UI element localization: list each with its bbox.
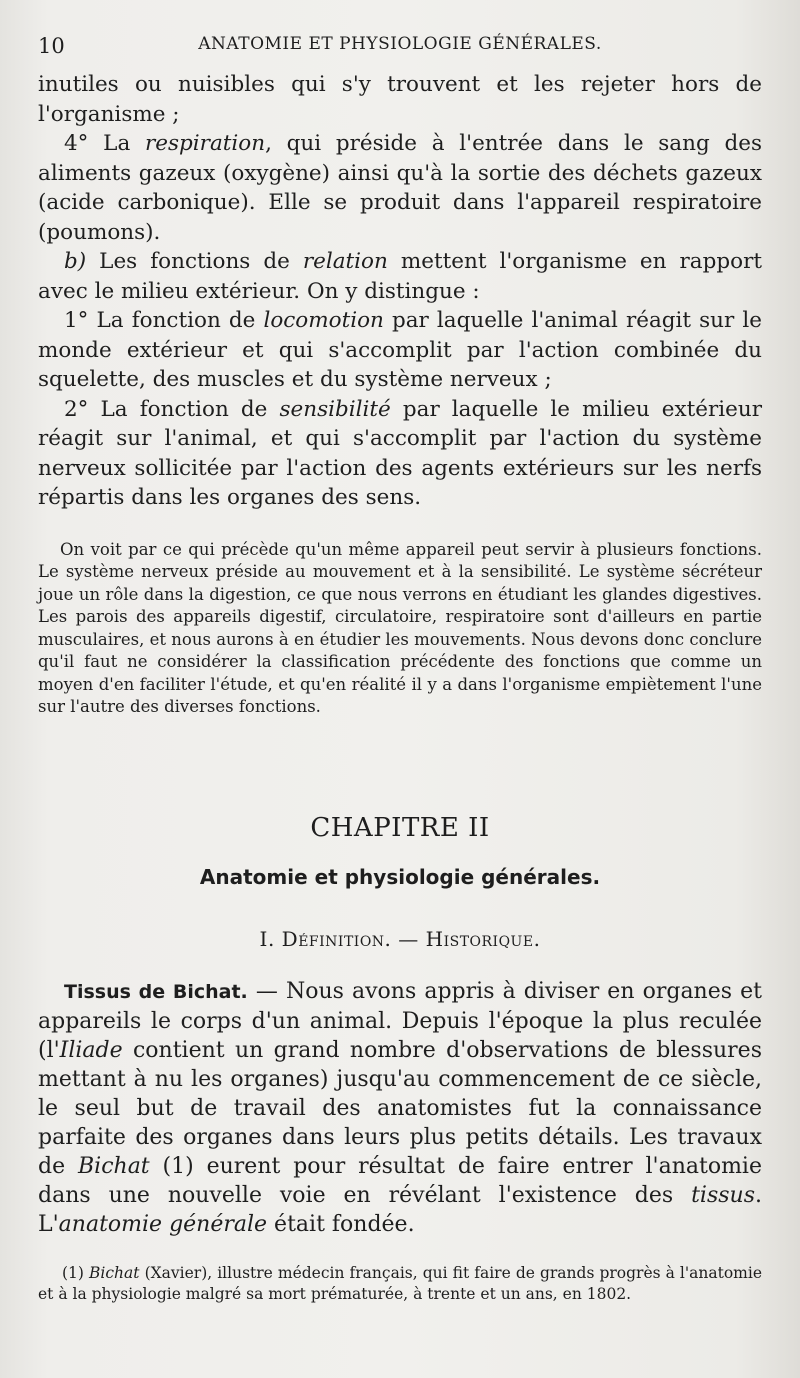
paragraph-text: Les fonctions de [86, 249, 303, 274]
paragraph-text: La [88, 131, 145, 156]
paragraph-locomotion [38, 306, 762, 395]
paragraph-text: mettent l'organisme en rapport avec le milieu extérieur. On y distingue : [38, 249, 762, 304]
paragraph-text: par laquelle l'animal réagit sur le monde extérieur et qui s'accomplit par l'action combinée du squelette, des muscles et du système nerveux ; [38, 308, 762, 392]
paragraph-text: . L' [38, 1182, 762, 1237]
paragraph-text: était fondée. [267, 1211, 415, 1237]
section-heading [38, 927, 762, 951]
italic-term: relation [302, 249, 388, 274]
paragraph-text: — Nous avons appris à diviser en organes et appareils le corps d'un animal. Depuis l'époque la plus reculée (l' [38, 978, 762, 1063]
paragraph-text: La fonction de [88, 308, 264, 333]
italic-term: respiration [145, 131, 266, 156]
chapter-title: CHAPITRE II [310, 812, 490, 843]
italic-term: tissus [691, 1182, 755, 1208]
list-number: 2° [64, 396, 89, 422]
footnote [38, 1263, 762, 1305]
italic-term: Bichat [89, 1263, 140, 1282]
list-number: 1° [64, 308, 89, 333]
italic-term: Iliade [59, 1037, 123, 1063]
list-label: b) [64, 249, 87, 274]
paragraph-respiration [38, 129, 762, 247]
paragraph-text: contient un grand nombre d'observations de blessures mettant à nu les organes) jusqu'au commencement de ce siècle, le seul but de travail des anatomistes fut la connaissance parfaite des organes dans leurs plus petits détails. Les travaux de [38, 1037, 762, 1179]
paragraph-text: La fonction de [88, 396, 280, 422]
italic-term: sensibilité [279, 396, 391, 422]
page-body [38, 70, 762, 1305]
paragraph-sensibilite [38, 395, 762, 513]
page-number: 10 [38, 34, 65, 58]
running-title: ANATOMIE ET PHYSIOLOGIE GÉNÉRALES. [198, 34, 602, 54]
section-number: I. [259, 926, 275, 951]
page-header [38, 34, 762, 64]
list-number: 4° [64, 131, 89, 156]
section-word-definition: Définition. [281, 926, 392, 951]
paragraph-small-print: On voit par ce qui précède qu'un même appareil peut servir à plusieurs fonctions. Le système nerveux préside au mouvement et à la sensibilité. Le système sécréteur joue un rôle dans la digestion, ce que nous verrons en étudiant les glandes digestives. Les parois des appareils digestif, circulatoire, respiratoire sont d'ailleurs en partie musculaires, et nous aurons à en étudier les mouvements. Nous devons donc conclure qu'il faut ne considérer la classification précédente des fonctions que comme un moyen d'en faciliter l'étude, et qu'en réalité il y a dans l'organisme empiètement l'une sur l'autre des diverses fonctions. [38, 539, 762, 716]
footnote-text: (Xavier), illustre médecin français, qui fit faire de grands progrès à l'anatomie et à la physiologie malgré sa mort prématurée, à trente et un ans, en 1802. [38, 1263, 762, 1303]
paragraph-text: (1) eurent pour résultat de faire entrer l'anatomie dans une nouvelle voie en révélant l'existence des [38, 1153, 762, 1208]
italic-term: anatomie générale [58, 1211, 268, 1237]
paragraph-text: par laquelle le milieu extérieur réagit sur l'animal, et qui s'accomplit par l'action du système nerveux sollicitée par l'action des agents extérieurs sur les nerfs répartis dans les organes des sens. [38, 396, 762, 510]
footnote-mark: (1) [62, 1263, 84, 1282]
paragraph-tissus-de-bichat [38, 977, 762, 1239]
run-in-heading: Tissus de Bichat. [64, 980, 248, 1003]
chapter-subtitle: Anatomie et physiologie générales. [199, 864, 601, 889]
paragraph-relation [38, 247, 762, 306]
paragraph-continuation: inutiles ou nuisibles qui s'y trouvent et les rejeter hors de l'organisme ; [38, 72, 762, 127]
italic-term: Bichat [78, 1153, 150, 1179]
paragraph-text: , qui préside à l'entrée dans le sang des aliments gazeux (oxygène) ainsi qu'à la sortie des déchets gazeux (acide carbonique). Elle se produit dans l'appareil respiratoire (poumons). [38, 131, 762, 245]
italic-term: locomotion [263, 308, 384, 333]
section-dash: — [398, 926, 419, 951]
section-word-historique: Historique. [425, 926, 541, 951]
